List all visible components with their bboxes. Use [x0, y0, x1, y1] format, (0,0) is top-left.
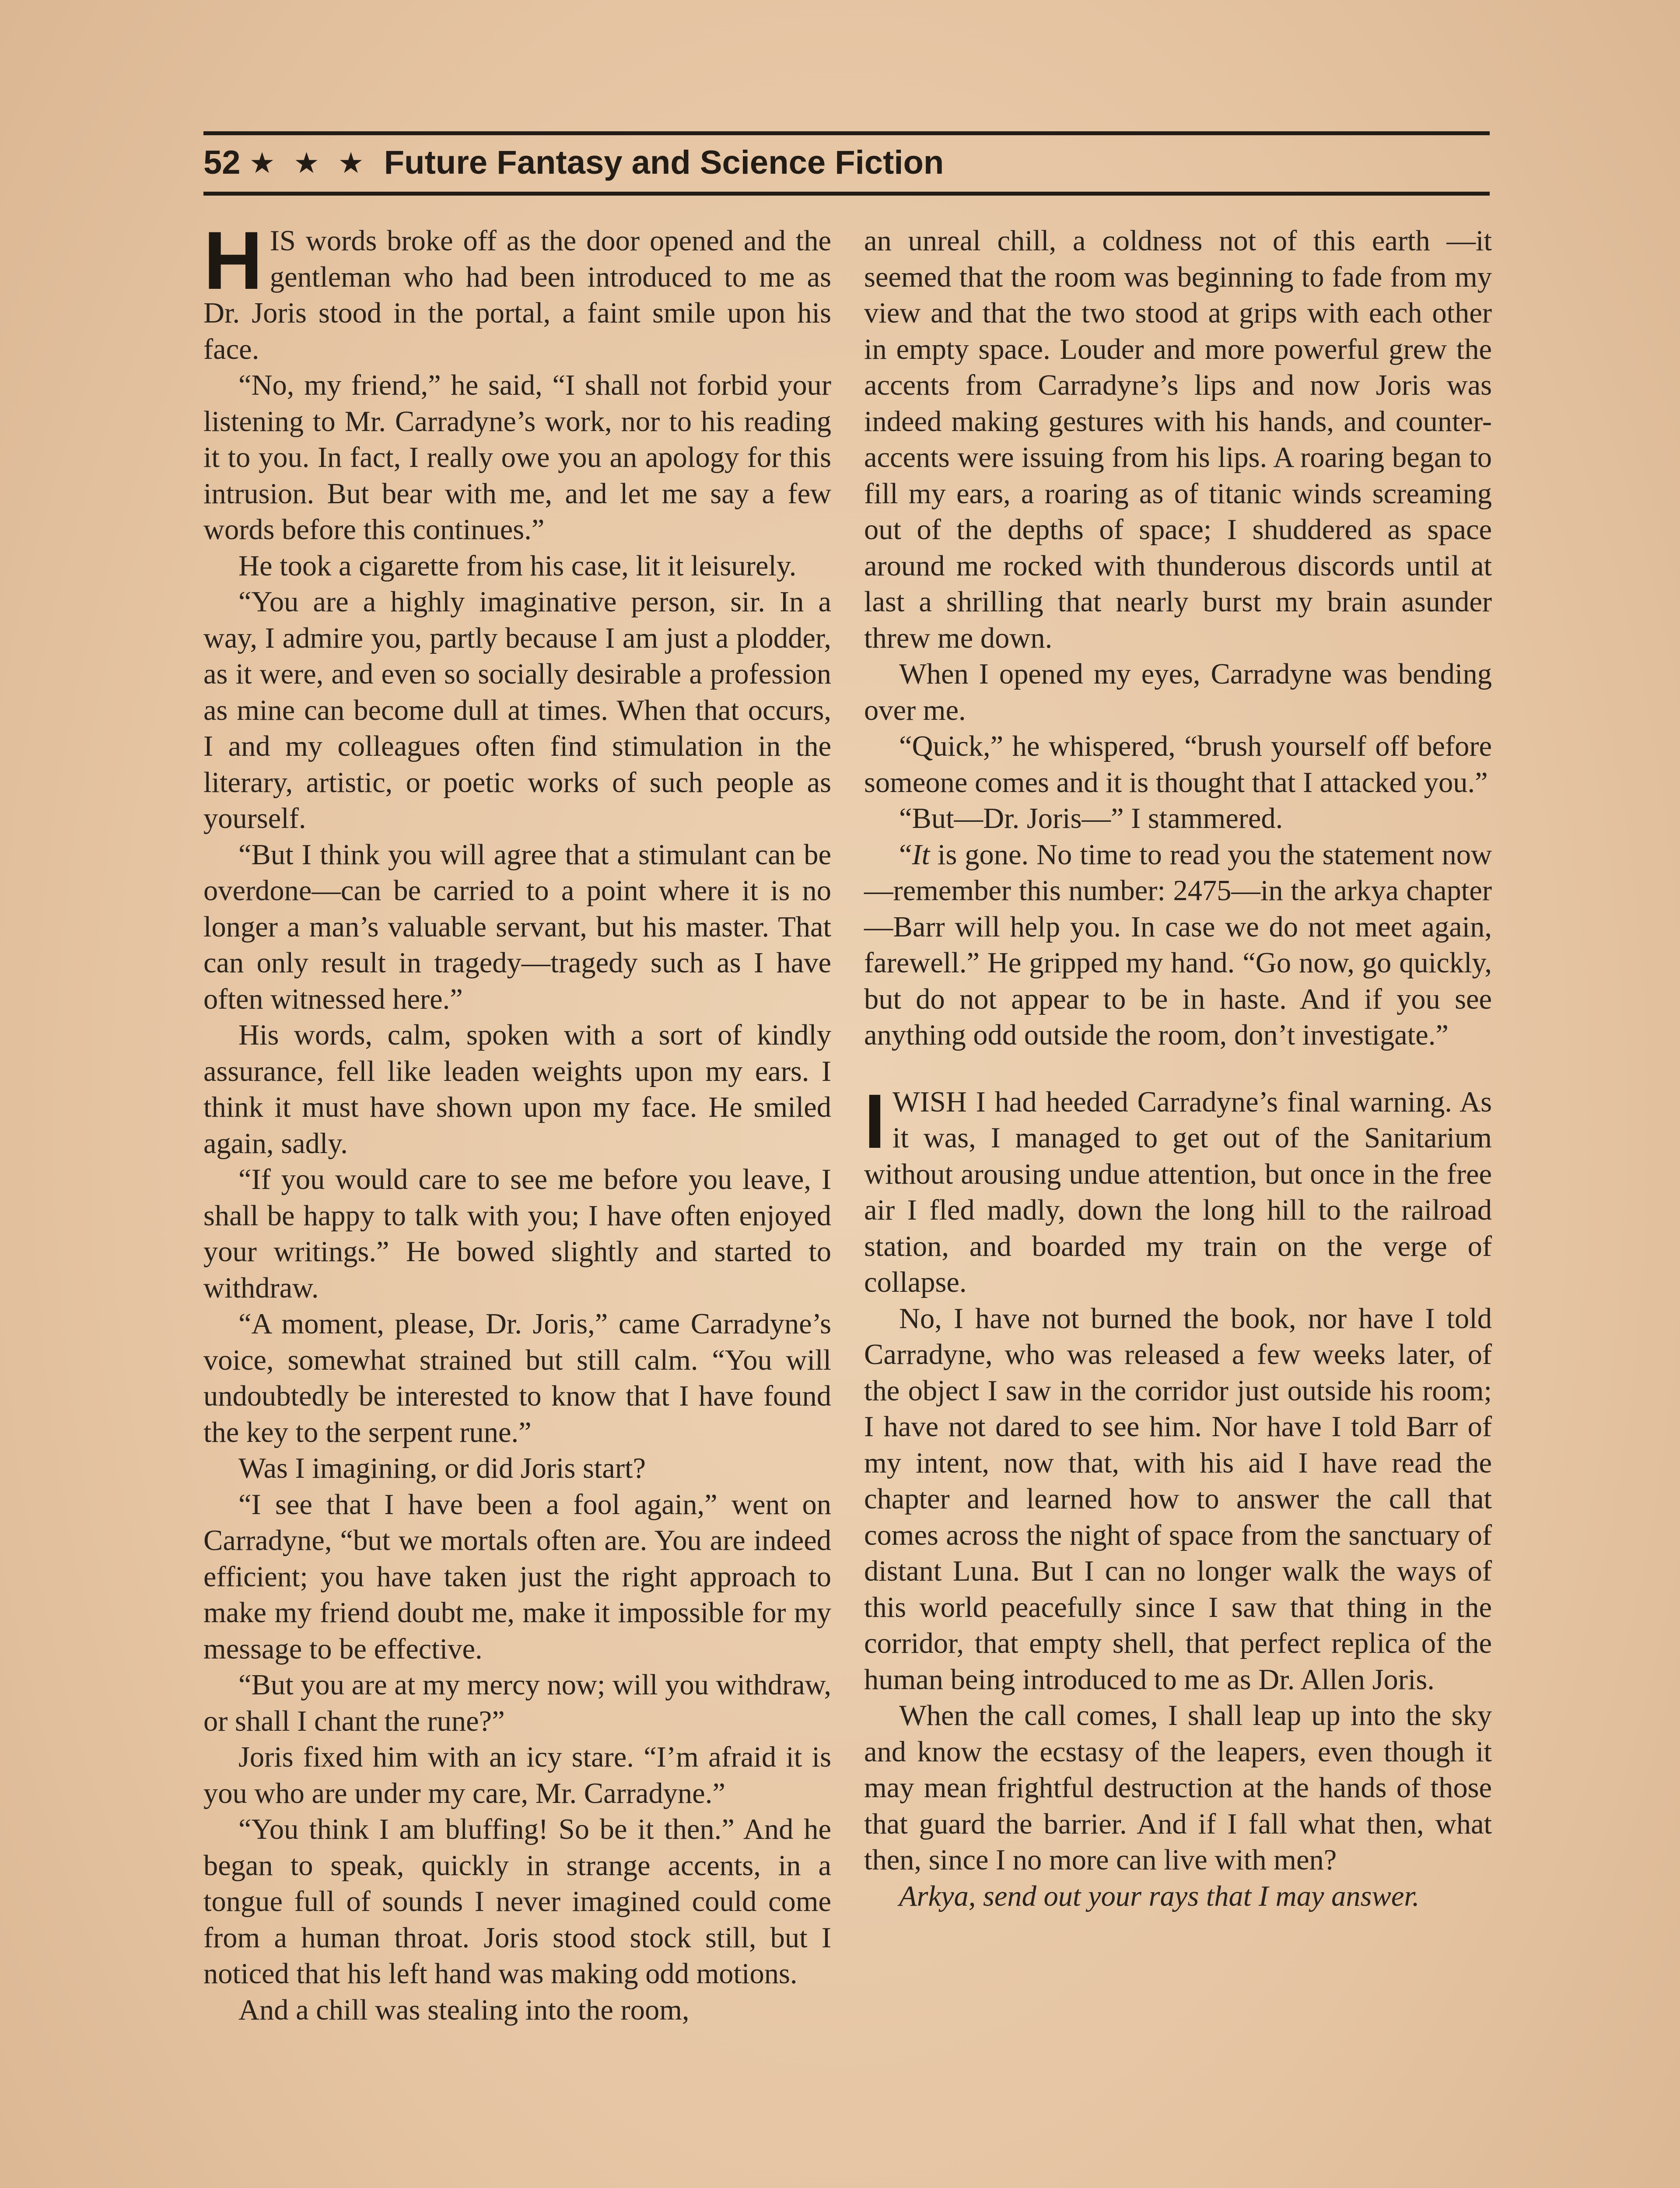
drop-cap: H [203, 214, 263, 306]
paragraph-text: Joris fixed him with an icy stare. “I’m afraid it is you who are under my care, Mr. Carradyne.” [203, 1741, 831, 1809]
paragraph-text: an unreal chill, a coldness not of this earth —it seemed that the room was beginning to fade from my view and that the two stood at grips with each other in empty space. Louder and more powerful grew the accents from Carradyne’s lips and now Joris was indeed making gestures with his hands, and counter-accents were issuing from his lips. A roaring began to fill my ears, a roaring as of titanic winds screaming out of the depths of space; I shuddered as space around me rocked with thunderous discords until at last a shrilling that nearly burst my brain asunder threw me down. [864, 225, 1492, 654]
paragraph-text: is gone. No time to read you the statement now—remember this number: 2475—in the arkya chapter—Barr will help you. In case we do not meet again, farewell.” He gripped my hand. “Go now, go quickly, but do not appear to be in haste. And if you see anything odd outside the room, don’t investigate.” [864, 838, 1492, 1051]
paragraph-text: “No, my friend,” he said, “I shall not forbid your listening to Mr. Carradyne’s work, nor to his reading it to you. In fact, I really owe you an apology for this intrusion. But bear with me, and let me say a few words before this continues.” [203, 369, 831, 546]
paragraph [203, 1667, 831, 1739]
paragraph [203, 1017, 831, 1162]
paragraph-text: When the call comes, I shall leap up into the sky and know the ecstasy of the leapers, even though it may mean frightful destruction at the hands of those that guard the barrier. And if I fall what then, what then, since I no more can live with men? [864, 1700, 1492, 1876]
paragraph-text: “I see that I have been a fool again,” went on Carradyne, “but we mortals often are. You are indeed efficient; you have taken just the right approach to make my friend doubt me, make it impossible for my message to be effective. [203, 1488, 831, 1665]
header-rule-top [203, 131, 1490, 135]
paragraph [203, 1451, 831, 1487]
paragraph-text: “A moment, please, Dr. Joris,” came Carradyne’s voice, somewhat strained but still calm. “You will undoubtedly be interested to know that I have found the key to the serpent rune.” [203, 1308, 831, 1448]
paragraph [864, 837, 1492, 1054]
paragraph [203, 214, 831, 368]
paragraph [864, 1301, 1492, 1698]
paragraph [864, 1078, 1492, 1301]
paragraph-text: Arkya, send out your rays that I may answer. [899, 1880, 1420, 1912]
open-quote: “ [899, 838, 912, 871]
paragraph-text: When I opened my eyes, Carradyne was bending over me. [864, 658, 1492, 726]
paragraph [864, 729, 1492, 801]
paragraph-text: “If you would care to see me before you leave, I shall be happy to talk with you; I have often enjoyed your writings.” He bowed slightly and started to withdraw. [203, 1164, 831, 1304]
paragraph-text: “But I think you will agree that a stimulant can be overdone—can be carried to a point where it is no longer a man’s valuable servant, but his master. That can only result in tragedy—tragedy such as I have often witnessed here.” [203, 838, 831, 1015]
paragraph-text: “You are a highly imaginative person, sir. In a way, I admire you, partly because I am just a plodder, as it were, and even so socially desirable a profession as mine can become dull at times. When that occurs, I and my colleagues often find stimulation in the literary, artistic, or poetic works of such people as yourself. [203, 586, 831, 835]
paragraph [203, 1306, 831, 1451]
paragraph-text: No, I have not burned the book, nor have I told Carradyne, who was released a few weeks later, of the object I saw in the corridor just outside his room; I have not dared to see him. Nor have I told Barr of my intent, now that, with his aid I have read the chapter and learned how to answer the call that comes across the night of space from the sanctuary of distant Luna. But I can no longer walk the ways of this world peacefully since I saw that thing in the corridor, that empty shell, that perfect replica of the human being introduced to me as Dr. Allen Joris. [864, 1302, 1492, 1696]
paragraph [864, 656, 1492, 729]
paragraph-text: “But you are at my mercy now; will you withdraw, or shall I chant the rune?” [203, 1669, 831, 1737]
paragraph-text: “But—Dr. Joris—” I stammered. [899, 803, 1283, 835]
paragraph-text: “Quick,” he whispered, “brush yourself off before someone comes and it is thought that I attacked you.” [864, 730, 1492, 799]
left-column [203, 214, 831, 2028]
paragraph [203, 548, 831, 585]
paragraph [203, 1739, 831, 1812]
paragraph [203, 1162, 831, 1306]
italic-emphasis: It [912, 838, 930, 871]
paragraph-text: And a chill was stealing into the room, [238, 1994, 690, 2026]
paragraph-text: He took a cigarette from his case, lit it leisurely. [238, 550, 797, 582]
paragraph-text: Was I imagining, or did Joris start? [238, 1452, 646, 1484]
paragraph-text: His words, calm, spoken with a sort of kindly assurance, fell like leaden weights upon my ears. I think it must have shown upon my face. He smiled again, sadly. [203, 1019, 831, 1160]
paragraph [203, 1487, 831, 1668]
paragraph [203, 1812, 831, 1992]
paragraph [864, 1879, 1492, 1915]
paragraph-text: “You think I am bluffing! So be it then.” And he began to speak, quickly in strange accents, in a tongue full of sounds I never imagined could come from a human throat. Joris stood stock still, but I noticed that his left hand was making odd motions. [203, 1813, 831, 1990]
right-column [864, 223, 1492, 1914]
paragraph [203, 368, 831, 548]
star-ornaments: ★ ★ ★ [249, 147, 369, 179]
paragraph-text: IS words broke off as the door opened and the gentleman who had been introduced to me as Dr. Joris stood in the portal, a faint smile upon his face. [203, 225, 831, 365]
drop-cap: I [864, 1078, 886, 1164]
paragraph [203, 1992, 831, 2029]
paragraph [864, 223, 1492, 656]
paragraph [864, 1698, 1492, 1879]
paragraph [203, 584, 831, 837]
page-number: 52 [203, 144, 241, 181]
paragraph [203, 837, 831, 1018]
magazine-title: Future Fantasy and Science Fiction [384, 144, 944, 181]
running-header [203, 137, 1490, 189]
header-rule-bottom [203, 192, 1490, 196]
paragraph [864, 801, 1492, 837]
paragraph-text: WISH I had heeded Carradyne’s final warning. As it was, I managed to get out of the Sanitarium without arousing undue attention, but once in the free air I fled madly, down the long hill to the railroad station, and boarded my train on the verge of collapse. [864, 1086, 1492, 1298]
